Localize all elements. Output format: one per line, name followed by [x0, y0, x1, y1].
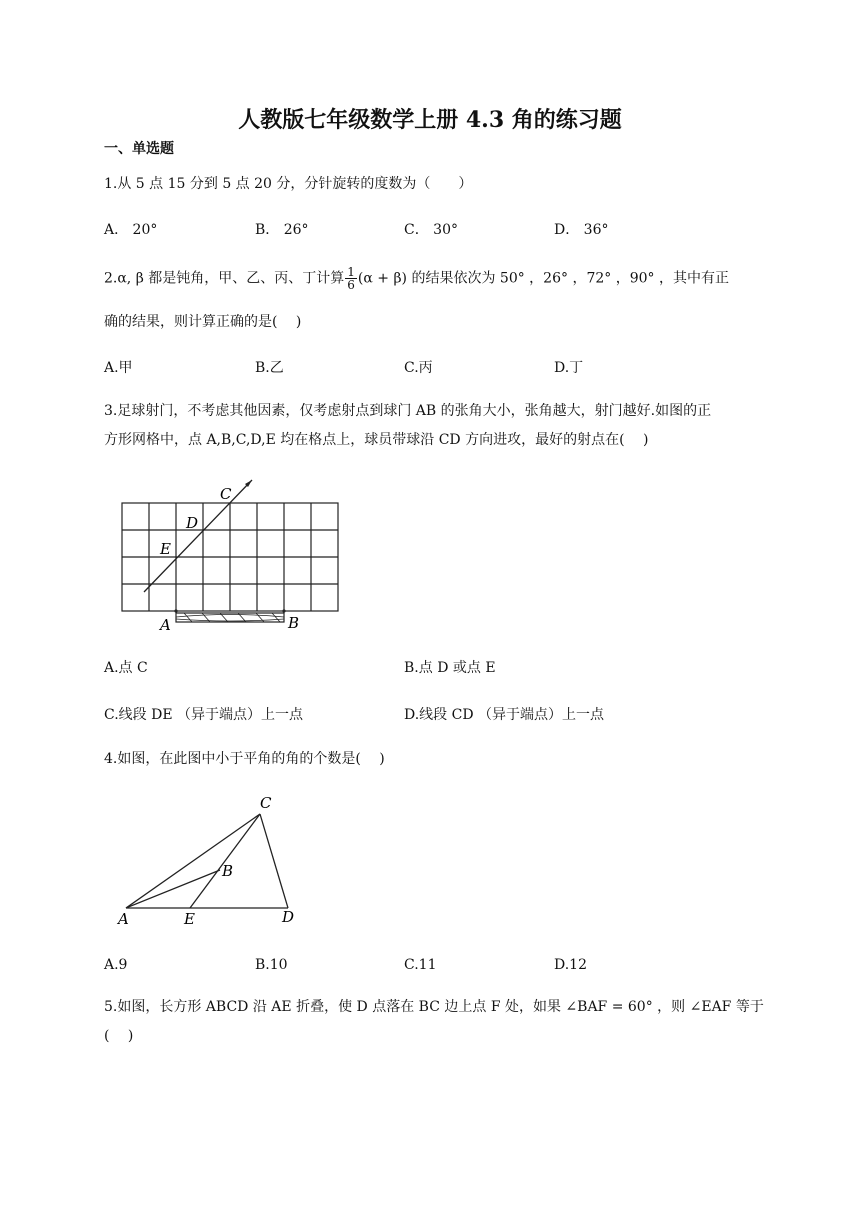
label-a: A [118, 910, 129, 928]
question-4-option-c[interactable]: C.11 [404, 957, 437, 973]
question-4-option-d[interactable]: D.12 [554, 957, 587, 973]
fraction-numerator: 1 [347, 265, 355, 279]
label-d: D [282, 908, 295, 926]
question-3-option-d[interactable]: D.线段 CD （异于端点）上一点 [404, 707, 605, 723]
question-1-option-c[interactable]: C． 30° [404, 222, 458, 238]
question-3-option-c[interactable]: C.线段 DE （异于端点）上一点 [104, 707, 304, 723]
question-2-stem [104, 266, 729, 291]
question-4-option-a[interactable]: A.9 [104, 957, 128, 973]
question-1-stem: 1.从 5 点 15 分到 5 点 20 分，分针旋转的度数为（ ） [104, 176, 473, 192]
question-4-stem: 4.如图，在此图中小于平角的角的个数是( ) [104, 751, 385, 767]
label-b: B [288, 614, 300, 632]
question-1-option-d[interactable]: D． 36° [554, 222, 609, 238]
question-5-stem-line2: ( ) [104, 1028, 134, 1044]
question-3-grid-figure [112, 476, 352, 636]
question-4-triangle-figure [112, 790, 312, 930]
question-2-option-a[interactable]: A.甲 [104, 360, 133, 376]
question-4-option-b[interactable]: B.10 [255, 957, 288, 973]
segment-ce [190, 814, 260, 908]
question-3-stem-line2: 方形网格中，点 A,B,C,D,E 均在格点上，球员带球沿 CD 方向进攻，最好的射点在( ) [104, 432, 649, 448]
question-1-option-a[interactable]: A． 20° [104, 222, 158, 238]
label-e: E [184, 910, 195, 928]
page-title: 人教版七年级数学上册 4.3 角的练习题 [238, 107, 622, 133]
segment-cd [260, 814, 288, 908]
question-2-option-c[interactable]: C.丙 [404, 360, 433, 376]
section-heading: 一、单选题 [104, 141, 174, 157]
question-2-stem-mid: (α + β) 的结果依次为 50° ，26° ，72° ，90° ，其中有正 [357, 270, 729, 287]
question-3-stem-line1: 3.足球射门，不考虑其他因素，仅考虑射点到球门 AB 的张角大小，张角越大，射门越好.如图的正 [104, 403, 712, 419]
question-1-option-b[interactable]: B． 26° [255, 222, 309, 238]
question-2-option-b[interactable]: B.乙 [255, 360, 284, 376]
question-2-stem-prefix: 2.α, β 都是钝角，甲、乙、丙、丁计算 [104, 270, 345, 287]
fraction [345, 266, 357, 291]
question-3-option-b[interactable]: B.点 D 或点 E [404, 660, 496, 676]
label-b: B [222, 862, 234, 880]
label-d: D [186, 514, 199, 532]
label-a: A [160, 616, 171, 634]
question-2-stem-line2: 确的结果，则计算正确的是( ) [104, 314, 302, 330]
attack-line-cd [144, 480, 252, 592]
question-5-stem-line1: 5.如图，长方形 ABCD 沿 AE 折叠，使 D 点落在 BC 边上点 F 处，如果 ∠BAF = 60° ，则 ∠EAF 等于 [104, 999, 764, 1015]
label-c: C [220, 485, 232, 503]
label-c: C [260, 794, 272, 812]
label-e: E [160, 540, 171, 558]
question-3-option-a[interactable]: A.点 C [104, 660, 148, 676]
segment-ac [126, 814, 260, 908]
question-2-option-d[interactable]: D.丁 [554, 360, 584, 376]
fraction-denominator: 6 [347, 278, 355, 292]
